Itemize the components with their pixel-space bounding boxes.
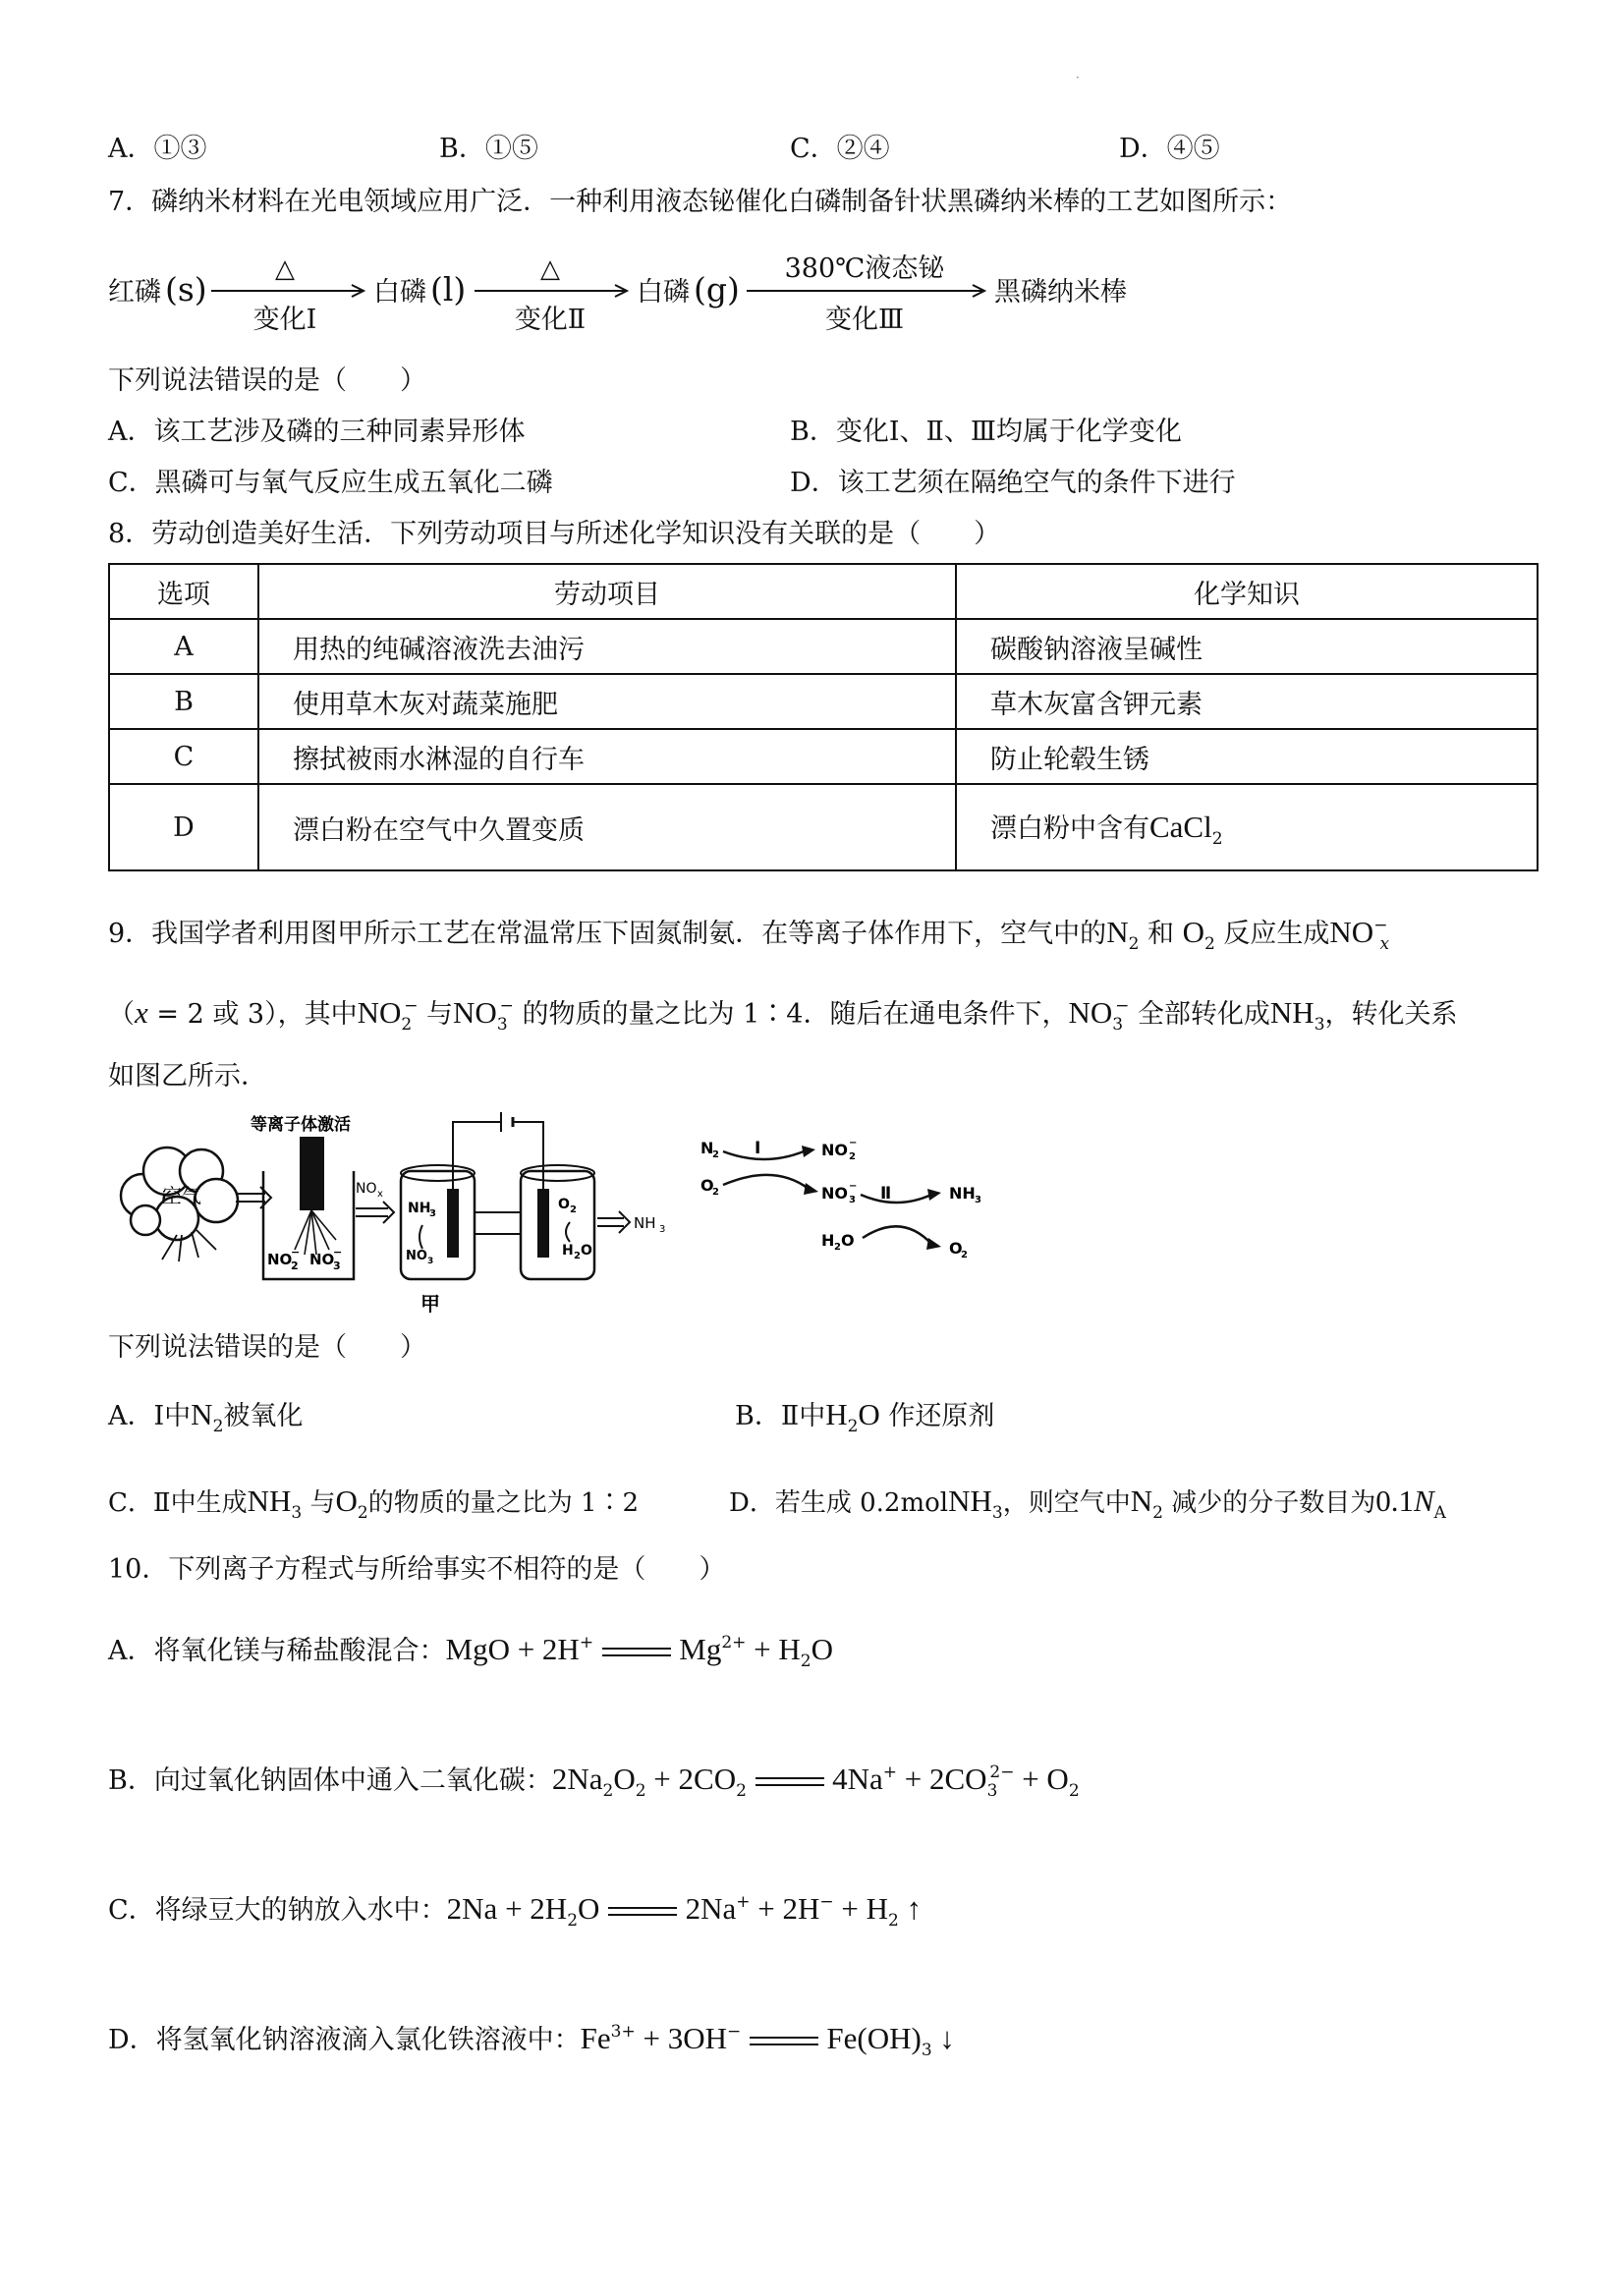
q7-option-d: D．该工艺须在隔绝空气的条件下进行: [790, 468, 1236, 498]
row-c-labor: 擦拭被雨水淋湿的自行车: [258, 729, 956, 784]
stray-dot: ·: [1076, 71, 1080, 84]
arrow1-bottom: 变化Ⅰ: [252, 305, 317, 335]
header-option: 选项: [109, 564, 258, 619]
arrow2-top: △: [540, 254, 560, 284]
q10-stem: 10．下列离子方程式与所给事实不相符的是（ ）: [108, 1554, 726, 1585]
svg-text:3: 3: [333, 1260, 341, 1272]
scheme-white-p-l-state: (l): [430, 270, 467, 308]
fig-a-caption: 甲: [420, 1292, 440, 1316]
output-nh3: NH: [634, 1214, 656, 1232]
flow-arrow-1-icon: [236, 1187, 271, 1208]
svg-text:2: 2: [570, 1204, 577, 1215]
table-row: [109, 674, 1538, 729]
row-d-formula: CaCl: [1149, 809, 1212, 844]
q9-line2-e: 全部转化成: [1137, 999, 1270, 1030]
q9-c-text3: 的物质的量之比为 1∶2: [367, 1488, 640, 1518]
beaker-no3: NO: [309, 1251, 335, 1268]
q9-d-text3: 减少的分子数目为: [1171, 1488, 1376, 1518]
scheme-white-p-g-state: (g): [694, 270, 740, 308]
svg-text:2: 2: [849, 1151, 856, 1162]
svg-text:2: 2: [291, 1260, 299, 1272]
q6-option-a: A．①③: [108, 134, 207, 164]
header-knowledge: 化学知识: [956, 564, 1538, 619]
svg-text:−: −: [849, 1138, 858, 1148]
svg-text:3: 3: [975, 1195, 981, 1205]
fig-b-nh3: NH: [949, 1184, 976, 1203]
table-row: [109, 729, 1538, 784]
cell-nh3: NH: [408, 1201, 431, 1216]
nox-label: NO: [356, 1181, 377, 1197]
q9-d-text2: ，则空气中: [1002, 1488, 1131, 1518]
q9-line1-c: 反应生成: [1223, 919, 1330, 949]
svg-text:2: 2: [574, 1251, 581, 1261]
q10-c-label: C．将绿豆大的钠放入水中：: [108, 1895, 447, 1926]
row-d-labor: 漂白粉在空气中久置变质: [258, 784, 956, 870]
q10-option-b: B．向过氧化钠固体中通入二氧化碳：$2Na_2O_2 + 2CO_2$ $4Na^+ + 2CO_3^{2-} + O_2$: [108, 1762, 1080, 1801]
q10-option-a: A．将氧化镁与稀盐酸混合：MgO + 2H+ $Mg^{2+} + H_2O$: [108, 1632, 833, 1671]
q8-table: [108, 563, 1539, 871]
flow-arrow-2-icon: [356, 1202, 394, 1223]
q9-line1: 9．我国学者利用图甲所示工艺在常温常压下固氮制氨．在等离子体作用下，空气中的$N_2$ 和 $O_2$ 反应生成$NO^-_x$: [108, 915, 1390, 954]
q8-stem: 8．劳动创造美好生活．下列劳动项目与所述化学知识没有关联的是（ ）: [108, 519, 1001, 549]
row-b-option: B: [109, 674, 258, 729]
beaker-no2: NO: [267, 1251, 293, 1268]
q10-option-d: D．将氢氧化钠溶液滴入氯化铁溶液中：$Fe^{3+} + 3OH^-$ $Fe(OH)_3$ ↓: [108, 2021, 955, 2060]
svg-text:3: 3: [427, 1257, 434, 1266]
q10-b-label: B．向过氧化钠固体中通入二氧化碳：: [108, 1765, 552, 1796]
fig-b-cross-1: [723, 1151, 809, 1189]
q9-line2-d: 的物质的量之比为 1∶4．随后在通电条件下，: [522, 999, 1069, 1030]
svg-text:3: 3: [849, 1195, 856, 1205]
q9-c-text2: 与: [309, 1488, 336, 1518]
arrow1-top: △: [275, 254, 295, 284]
table-row: [109, 619, 1538, 674]
header-labor: 劳动项目: [258, 564, 956, 619]
q10-a-label: A．将氧化镁与稀盐酸混合：: [108, 1636, 446, 1666]
row-c-knowledge: 防止轮毂生锈: [956, 729, 1538, 784]
cell-o2: O: [558, 1197, 570, 1212]
q9-option-d: D．若生成 0.2molNH$_3$，则空气中$N_2$ 减少的分子数目为$0.1N_A$: [729, 1484, 1446, 1523]
fig-b-step1: Ⅰ: [755, 1139, 761, 1158]
plasma-sparks: [295, 1210, 336, 1255]
q9-line3: 如图乙所示．: [108, 1061, 267, 1092]
q6-option-b: B．①⑤: [439, 134, 538, 164]
q9-figure-b: [696, 1130, 1000, 1277]
q9-line2-b: 2 或 3），其中: [187, 999, 358, 1030]
q9-line2-c: 与: [426, 999, 454, 1030]
q9-b-text2: 作还原剂: [888, 1401, 995, 1431]
plasma-electrode: [300, 1137, 324, 1210]
row-d-option: D: [109, 784, 258, 870]
row-b-labor: 使用草木灰对蔬菜施肥: [258, 674, 956, 729]
q9-line1-b: 和: [1147, 919, 1174, 949]
fig-b-h2o: H: [821, 1231, 835, 1250]
q7-stem: 7．磷纳米材料在光电领域应用广泛．一种利用液态铋催化白磷制备针状黑磷纳米棒的工艺如图所示：: [108, 187, 1293, 217]
q9-line2-a: （: [108, 999, 135, 1030]
q9-line1-a: 9．我国学者利用图甲所示工艺在常温常压下固氮制氨．在等离子体作用下，空气中的: [108, 919, 1107, 949]
fig-b-no2: NO: [821, 1141, 848, 1159]
row-a-labor: 用热的纯碱溶液洗去油污: [258, 619, 956, 674]
svg-text:O: O: [841, 1231, 855, 1250]
q9-d-text1: D．若生成 0.2mol: [729, 1488, 949, 1518]
q7-option-a: A．该工艺涉及磷的三种同素异形体: [108, 417, 526, 447]
arrow2-bottom: 变化Ⅱ: [514, 305, 587, 335]
table-header-row: [109, 564, 1538, 619]
svg-text:−: −: [849, 1181, 858, 1192]
q10-d-label: D．将氢氧化钠溶液滴入氯化铁溶液中：: [108, 2025, 581, 2055]
svg-text:3: 3: [429, 1208, 436, 1219]
svg-text:2: 2: [961, 1250, 968, 1260]
scheme-white-p-l: 白磷: [373, 277, 426, 308]
cell-right: [521, 1171, 594, 1279]
q9-a-text1: A．Ⅰ中: [108, 1401, 192, 1431]
cell-no3: NO: [406, 1249, 427, 1263]
row-d-knowledge-cell: [956, 784, 1538, 870]
svg-text:2: 2: [834, 1242, 841, 1253]
row-a-knowledge: 碳酸钠溶液呈碱性: [956, 619, 1538, 674]
fig-b-n2: N: [700, 1139, 714, 1157]
plasma-label: 等离子体激活: [251, 1115, 351, 1135]
q9-option-c: C．Ⅱ中生成$NH_3$ 与$O_2$的物质的量之比为 1∶2: [108, 1484, 640, 1523]
row-d-formula-sub: 2: [1211, 828, 1223, 849]
arrow3-bottom: 变化Ⅲ: [824, 305, 905, 335]
svg-text:2: 2: [712, 1149, 719, 1160]
scheme-red-p-state: (s): [165, 270, 207, 308]
row-a-option: A: [109, 619, 258, 674]
scheme-red-p: 红磷: [108, 277, 161, 308]
q9-c-text1: C．Ⅱ中生成: [108, 1488, 248, 1518]
fig-b-cross-2: [861, 1195, 931, 1244]
q6-option-d: D．④⑤: [1119, 134, 1220, 164]
q9-line2-f: ，转化关系: [1324, 999, 1458, 1030]
cell-bridge: [475, 1212, 521, 1234]
q9-a-text2: 被氧化: [223, 1401, 304, 1431]
scheme-black-p: 黑磷纳米棒: [994, 277, 1127, 308]
q9-d-value: 0.1: [1375, 1484, 1414, 1518]
q9-b-text1: B．Ⅱ中: [735, 1401, 826, 1431]
svg-text:x: x: [377, 1189, 383, 1200]
row-c-option: C: [109, 729, 258, 784]
q7-option-c: C．黑磷可与氧气反应生成五氧化二磷: [108, 468, 553, 498]
fig-b-no3: NO: [821, 1184, 848, 1203]
q7-scheme-svg: [108, 244, 1189, 342]
fig-b-svg: [696, 1130, 1000, 1277]
fig-a-svg: [108, 1102, 688, 1318]
q7-reaction-scheme: [108, 244, 1189, 342]
svg-text:2: 2: [712, 1187, 719, 1198]
fig-b-step2: Ⅱ: [880, 1184, 892, 1204]
arrow3-top: 380℃液态铋: [784, 253, 945, 284]
cell-h2o: H: [562, 1243, 574, 1259]
q9-line2: （x = 2 或 3），其中$NO_2^-$ 与$NO_3^-$ 的物质的量之比为 1∶4．随后在通电条件下，$NO_3^-$ 全部转化成$NH_3$，转化关系: [108, 995, 1458, 1035]
q9-figure-a: [108, 1102, 688, 1318]
flow-arrow-3-icon: [597, 1211, 630, 1233]
q7-ask: 下列说法错误的是（ ）: [108, 365, 426, 396]
svg-text:−: −: [291, 1246, 301, 1259]
scheme-white-p-g: 白磷: [637, 277, 690, 308]
svg-text:−: −: [333, 1246, 343, 1259]
air-label: 空气: [162, 1184, 201, 1207]
electrode-left: [447, 1189, 459, 1258]
q9-option-a: A．Ⅰ中$N_2$被氧化: [108, 1397, 304, 1436]
fig-b-o2-in: O: [700, 1176, 714, 1195]
table-row: [109, 784, 1538, 870]
q6-option-c: C．②④: [790, 134, 890, 164]
row-d-knowledge: 漂白粉中含有: [990, 812, 1149, 844]
fig-b-o2-out: O: [949, 1239, 963, 1258]
q10-option-c: C．将绿豆大的钠放入水中：$2Na + 2H_2O$ $2Na^+ + 2H^- + H_2$ ↑: [108, 1891, 923, 1931]
q7-option-b: B．变化Ⅰ、Ⅱ、Ⅲ均属于化学变化: [790, 417, 1182, 447]
svg-text:3: 3: [659, 1224, 666, 1235]
q9-ask: 下列说法错误的是（ ）: [108, 1332, 426, 1363]
electrode-right: [537, 1189, 549, 1258]
svg-text:O: O: [581, 1243, 592, 1259]
row-b-knowledge: 草木灰富含钾元素: [956, 674, 1538, 729]
q9-option-b: B．Ⅱ中$H_2O$ 作还原剂: [735, 1397, 995, 1436]
